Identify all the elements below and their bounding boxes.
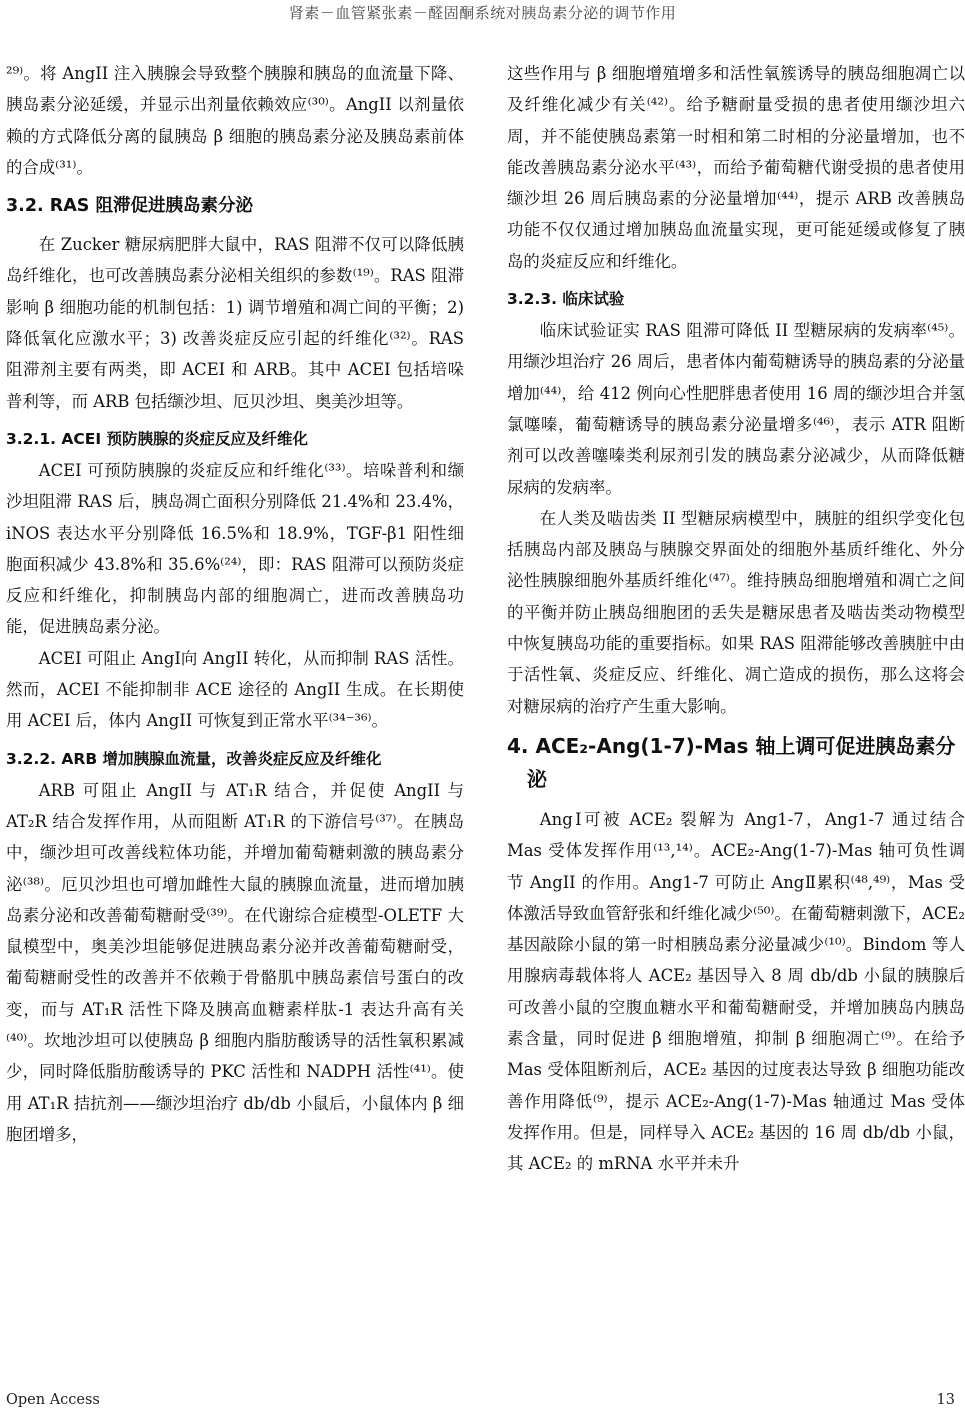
section-heading-4: 4. ACE₂-Ang(1-7)-Mas 轴上调可促进胰岛素分泌 (507, 733, 956, 791)
paragraph-3-2-2: ARB 可阻止 AngII 与 AT₁R 结合，并促使 AngII 与 AT₂R 结合发挥作用，从而阻断 AT₁R 的下游信号⁽³⁷⁾。在胰岛中，缬沙坦可改善线粒体功能，并增加葡萄糖刺激的胰岛素分泌⁽³⁸⁾。厄贝沙坦也可增加雌性大鼠的胰腺血流量，进而增加胰岛素分泌和改善葡萄糖耐受⁽³⁹⁾。在代谢综合症模型-OLETF 大鼠模型中，奥美沙坦能够促进胰岛素分泌并改善葡萄糖耐受，葡萄糖耐受性的改善并不依赖于骨骼肌中胰岛素信号蛋白的改变，而与 AT₁R 活性下降及胰高血糖素样肽-1 表达升高有关⁽⁴⁰⁾。坎地沙坦可以使胰岛 β 细胞内脂肪酸诱导的活性氧积累减少，同时降低脂肪酸诱导的 PKC 活性和 NADPH 活性⁽⁴¹⁾。使用 AT₁R 拮抗剂——缬沙坦治疗 db/db 小鼠后，小鼠体内 β 细胞团增多， (6, 780, 464, 1144)
footer-journal: Open Access (6, 1392, 100, 1408)
running-head: 肾素－血管紧张素－醛固酮系统对胰岛素分泌的调节作用 (288, 4, 677, 22)
paragraph-3-2-3a: 临床试验证实 RAS 阻滞可降低 II 型糖尿病的发病率⁽⁴⁵⁾。用缬沙坦治疗 26 周后，患者体内葡萄糖诱导的胰岛素的分泌量增加⁽⁴⁴⁾，给 412 例向心性肥胖患者使用 16 周的缬沙坦合并氢氯噻嗪，葡萄糖诱导的胰岛素分泌量增多⁽⁴⁶⁾，表示 ATR 阻断剂可以改善噻嗪类利尿剂引发的胰岛素分泌减少，从而降低糖尿病的发病率。 (507, 321, 965, 497)
footer-page-number: 13 (936, 1392, 955, 1408)
paragraph-3-2-1b: ACEI 可阻止 AngⅠ向 AngII 转化，从而抑制 RAS 活性。然而，ACEI 不能抑制非 ACE 途径的 AngII 生成。在长期使用 ACEI 后，体内 AngII 可恢复到正常水平⁽³⁴⁻³⁶⁾。 (6, 648, 464, 731)
paragraph-intro: ²⁹⁾。将 AngII 注入胰腺会导致整个胰腺和胰岛的血流量下降、胰岛素分泌延缓，并显示出剂量依赖效应⁽³⁰⁾。AngII 以剂量依赖的方式降低分离的鼠胰岛 β 细胞的胰岛素分泌及胰岛素前体的合成⁽³¹⁾。 (6, 64, 464, 177)
subsection-heading-3-2-2: 3.2.2. ARB 增加胰腺血流量，改善炎症反应及纤维化 (6, 749, 382, 768)
left-column (6, 58, 464, 1150)
paragraph-continued: 这些作用与 β 细胞增殖增多和活性氧簇诱导的胰岛细胞凋亡以及纤维化减少有关⁽⁴²⁾。给予糖耐量受损的患者使用缬沙坦六周，并不能使胰岛素第一时相和第二时相的分泌量增加，也不能改善胰岛素分泌水平⁽⁴³⁾，而给予葡萄糖代谢受损的患者使用缬沙坦 26 周后胰岛素的分泌量增加⁽⁴⁴⁾，提示 ARB 改善胰岛功能不仅仅通过增加胰岛血流量实现，更可能延缓或修复了胰岛的炎症反应和纤维化。 (507, 64, 965, 271)
paragraph-3-2: 在 Zucker 糖尿病肥胖大鼠中，RAS 阻滞不仅可以降低胰岛纤维化，也可改善胰岛素分泌相关组织的参数⁽¹⁹⁾。RAS 阻滞影响 β 细胞功能的机制包括：1) 调节增殖和凋亡间的平衡；2) 降低氧化应激水平；3) 改善炎症反应引起的纤维化⁽³²⁾。RAS 阻滞剂主要有两类，即 ACEI 和 ARB。其中 ACEI 包括培哚普利等，而 ARB 包括缬沙坦、厄贝沙坦、奥美沙坦等。 (6, 235, 464, 411)
section-heading-3-2: 3.2. RAS 阻滞促进胰岛素分泌 (6, 196, 253, 217)
right-column (507, 58, 965, 1180)
paragraph-3-2-1a: ACEI 可预防胰腺的炎症反应和纤维化⁽³³⁾。培哚普利和缬沙坦阻滞 RAS 后，胰岛凋亡面积分别降低 21.4%和 23.4%，iNOS 表达水平分别降低 16.5%和 18.9%，TGF-β1 阳性细胞面积减少 43.8%和 35.6%⁽²⁴⁾，即：RAS 阻滞可以预防炎症反应和纤维化，抑制胰岛内部的细胞凋亡，进而改善胰岛功能，促进胰岛素分泌。 (6, 460, 464, 637)
subsection-heading-3-2-1: 3.2.1. ACEI 预防胰腺的炎症反应及纤维化 (6, 429, 309, 448)
paragraph-3-2-3b: 在人类及啮齿类 II 型糖尿病模型中，胰脏的组织学变化包括胰岛内部及胰岛与胰腺交界面处的细胞外基质纤维化、外分泌性胰腺细胞外基质纤维化⁽⁴⁷⁾。维持胰岛细胞增殖和凋亡之间的平衡并防止胰岛细胞团的丢失是糖尿患者及啮齿类动物模型中恢复胰岛功能的重要指标。如果 RAS 阻滞能够改善胰脏中由于活性氧、炎症反应、纤维化、凋亡造成的损伤，那么这将会对糖尿病的治疗产生重大影响。 (507, 508, 965, 716)
paragraph-4: AngⅠ可被 ACE₂ 裂解为 Ang1-7，Ang1-7 通过结合 Mas 受体发挥作用⁽¹³,¹⁴⁾。ACE₂-Ang(1-7)-Mas 轴可负性调节 AngII 的作用。Ang1-7 可防止 AngⅡ累积⁽⁴⁸,⁴⁹⁾，Mas 受体激活导致血管舒张和纤维化减少⁽⁵⁰⁾。在葡萄糖刺激下，ACE₂ 基因敲除小鼠的第一时相胰岛素分泌量减少⁽¹⁰⁾。Bindom 等人用腺病毒载体将人 ACE₂ 基因导入 8 周 db/db 小鼠的胰腺后可改善小鼠的空腹血糖水平和葡萄糖耐受，并增加胰岛内胰岛素含量，同时促进 β 细胞增殖，抑制 β 细胞凋亡⁽⁹⁾。在给予 Mas 受体阻断剂后，ACE₂ 基因的过度表达导致 β 细胞功能改善作用降低⁽⁹⁾，提示 ACE₂-Ang(1-7)-Mas 轴通过 Mas 受体发挥作用。但是，同样导入 ACE₂ 基因的 16 周 db/db 小鼠，其 ACE₂ 的 mRNA 水平并未升 (507, 809, 965, 1174)
subsection-heading-3-2-3: 3.2.3. 临床试验 (507, 290, 625, 309)
